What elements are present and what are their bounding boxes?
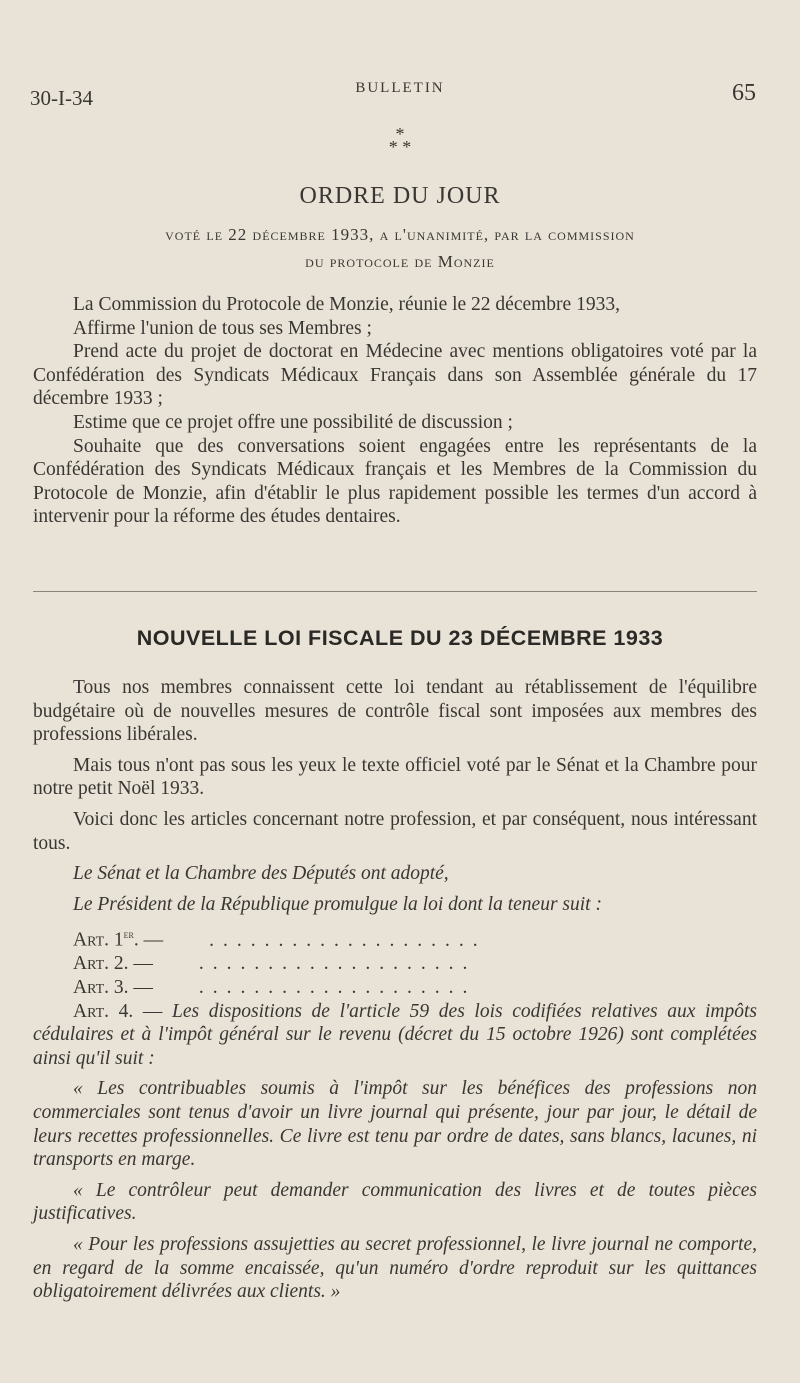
ordre-du-jour-title: ORDRE DU JOUR — [299, 183, 501, 209]
article-label: Art. 4. — — [73, 1000, 163, 1022]
article-text: Les dispositions de l'article 59 des lois codifiées relatives aux impôts cédulaires et à l'impôt général sur le revenu (décret du 15 octobre 1926) sont complétées ainsi qu'il suit : — [33, 1000, 757, 1069]
header-date: 30-I-34 — [30, 86, 93, 110]
article-2 — [33, 952, 757, 976]
paragraph: Mais tous n'ont pas sous les yeux le texte officiel voté par le Sénat et la Chambre pour notre petit Noël 1933. — [33, 754, 757, 800]
quoted-provision: « Les contribuables soumis à l'impôt sur les bénéfices des professions non commerciales sont tenus d'avoir un livre journal qui présente, jour par jour, le détail de leurs recettes professionnelles. Ce livre est tenu par ordre de dates, sans blancs, lacunes, ni transports en marge. — [33, 1078, 757, 1171]
asterism-separator: * * * — [388, 124, 412, 157]
ordre-du-jour-subtitle-line2: du protocole de Monzie — [305, 252, 495, 271]
article-4 — [33, 1000, 757, 1071]
paragraph: Affirme l'union de tous ses Membres ; — [73, 317, 372, 339]
paragraph: Prend acte du projet de doctorat en Médecine avec mentions obligatoires voté par la Confédération des Syndicats Médicaux Français dans son Assemblée générale du 17 décembre 1933 ; — [33, 341, 757, 410]
page-number: 65 — [732, 80, 756, 106]
article-label: Art. 2. — — [73, 953, 153, 975]
ordre-du-jour-subtitle-line1: voté le 22 décembre 1933, a l'unanimité, par la commission — [165, 225, 635, 244]
leader-dots: .................... — [209, 929, 487, 951]
header-title: BULLETIN — [355, 80, 445, 96]
section-divider — [33, 591, 757, 592]
loi-fiscale-title: NOUVELLE LOI FISCALE DU 23 DÉCEMBRE 1933 — [136, 626, 664, 650]
quoted-provision: « Le contrôleur peut demander communication des livres et de toutes pièces justificatives. — [33, 1179, 757, 1225]
article-label: Art. 1er. — — [73, 927, 164, 951]
paragraph: Voici donc les articles concernant notre profession, et par conséquent, nous intéressant tous. — [33, 808, 757, 854]
ordre-du-jour-body — [33, 293, 757, 529]
paragraph: Tous nos membres connaissent cette loi tendant au rétablissement de l'équilibre budgétaire où de nouvelles mesures de contrôle fiscal sont imposées aux membres des professions libérales. — [33, 677, 757, 746]
paragraph: La Commission du Protocole de Monzie, réunie le 22 décembre 1933, — [73, 294, 620, 315]
leader-dots: .................... — [198, 953, 477, 975]
adoption-line: Le Sénat et la Chambre des Députés ont adopté, — [73, 863, 449, 885]
paragraph: Estime que ce projet offre une possibilité de discussion ; — [73, 411, 513, 433]
leader-dots: .................... — [198, 977, 477, 999]
article-3 — [33, 976, 757, 1000]
loi-fiscale-body — [33, 676, 757, 1304]
paragraph: Souhaite que des conversations soient engagées entre les représentants de la Confédération des Syndicats Médicaux français et les Membres de la Commission du Protocole de Monzie, afin d'établir le plus rapidement possible les termes d'un accord à intervenir pour la réforme des études dentaires. — [33, 435, 757, 528]
promulgation-line: Le Président de la République promulgue la loi dont la teneur suit : — [73, 893, 602, 915]
quoted-provision: « Pour les professions assujetties au secret professionnel, le livre journal ne comporte, en regard de la somme encaissée, qu'un numéro d'ordre reproduit sur les quittances obligatoirement délivrées aux clients. » — [33, 1233, 757, 1303]
article-label: Art. 3. — — [73, 977, 153, 999]
article-1 — [33, 923, 757, 952]
